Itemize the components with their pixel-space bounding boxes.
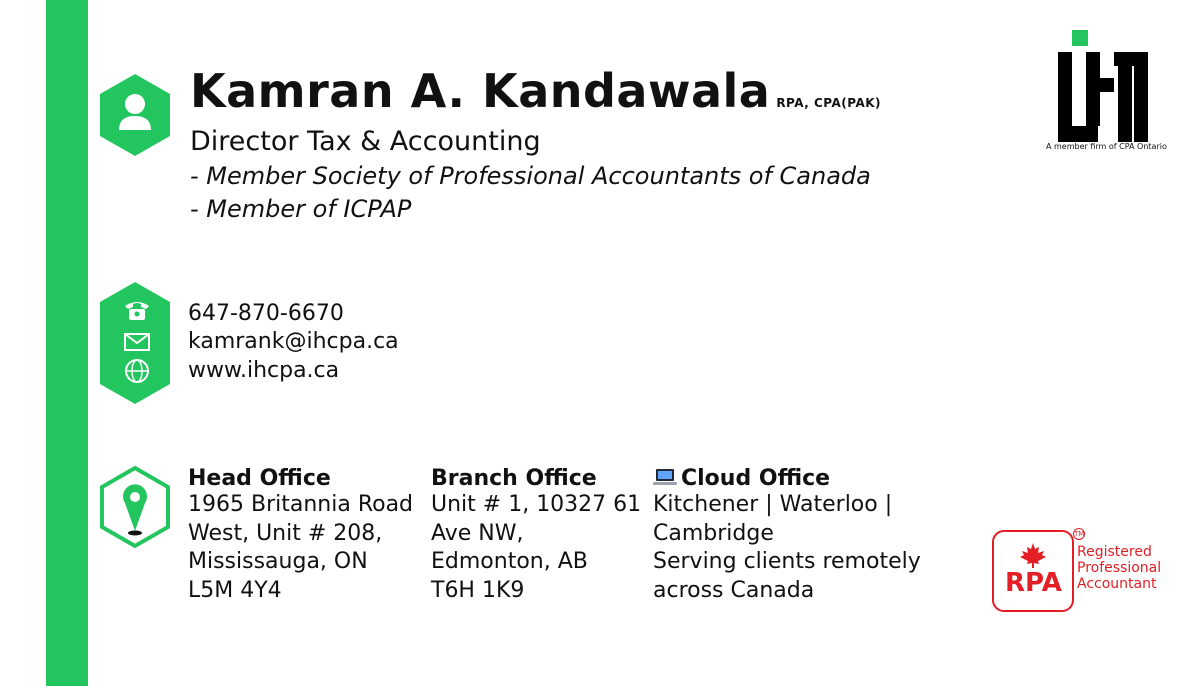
person-title: Director Tax & Accounting — [190, 126, 541, 157]
person-name: Kamran A. Kandawala — [190, 64, 771, 118]
globe-icon — [124, 358, 150, 384]
office-cloud — [653, 466, 921, 605]
membership-1: - Member Society of Professional Accountants of Canada — [190, 162, 871, 190]
office-line: T6H 1K9 — [431, 577, 525, 603]
rpa-designation — [1077, 544, 1177, 592]
office-heading: Head Office — [188, 466, 331, 491]
membership-2: - Member of ICPAP — [190, 195, 412, 223]
person-name-row — [190, 64, 881, 118]
envelope-icon — [124, 333, 150, 351]
person-hexagon-icon — [97, 72, 173, 158]
office-line: Unit # 1, 10327 61 — [431, 492, 642, 517]
location-hexagon-icon — [98, 465, 172, 549]
rpa-line: Accountant — [1077, 576, 1157, 592]
office-line: West, Unit # 208, — [188, 520, 383, 546]
person-credentials: RPA, CPA(PAK) — [776, 96, 882, 110]
office-head — [188, 466, 413, 605]
office-line: Serving clients remotely — [653, 549, 921, 574]
maple-leaf-icon — [1018, 542, 1048, 568]
rpa-line: Professional — [1077, 560, 1162, 576]
office-line: Edmonton, AB — [431, 549, 588, 574]
office-line: Mississauga, ON — [188, 549, 368, 574]
laptop-icon — [653, 467, 677, 487]
office-line: across Canada — [653, 577, 815, 603]
office-line: 1965 Britannia Road — [188, 492, 414, 517]
office-line: Ave NW, — [431, 520, 524, 546]
ih-logo — [1056, 30, 1150, 142]
website-link[interactable]: www.ihcpa.ca — [188, 358, 340, 383]
trademark-symbol: TM — [1074, 530, 1085, 538]
office-line: Cambridge — [653, 520, 774, 546]
email-link[interactable]: kamrank@ihcpa.ca — [188, 329, 399, 354]
office-heading: Cloud Office — [681, 466, 831, 491]
logo-caption: A member firm of CPA Ontario — [1046, 142, 1167, 151]
rpa-line: Registered — [1077, 544, 1152, 560]
office-branch — [431, 466, 641, 605]
accent-bar — [46, 0, 88, 686]
office-line: L5M 4Y4 — [188, 577, 282, 603]
office-line: Kitchener | Waterloo | — [653, 492, 893, 517]
office-heading-row — [653, 466, 921, 491]
office-heading: Branch Office — [431, 466, 597, 491]
phone-icon — [122, 297, 152, 323]
phone-number[interactable]: 647-870-6670 — [188, 301, 344, 326]
rpa-mark: RPA — [1005, 568, 1062, 598]
